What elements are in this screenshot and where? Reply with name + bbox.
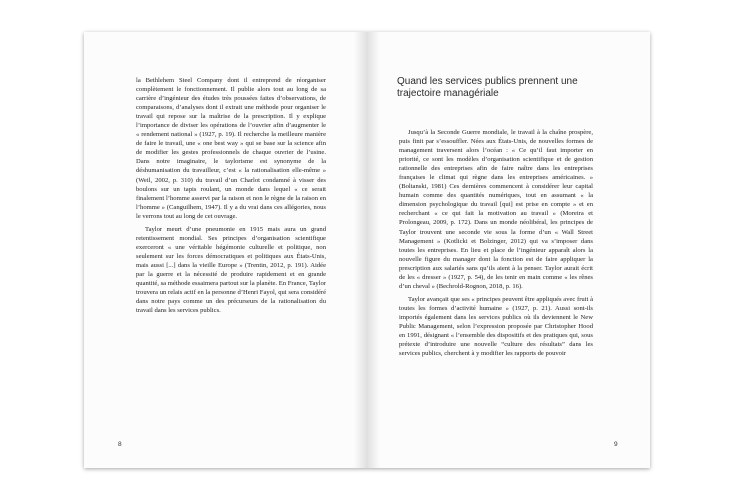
- book-spread: [84, 32, 650, 468]
- paragraph: Jusqu’à la Seconde Guerre mondiale, le travail à la chaîne prospère, puis finit par s’essouffler. Nées aux États-Unis, de nouvelles formes de management traversent alors l’océan : « Ce qu’il faut importer en priorité, ce sont les modèles d’organisation scientifique et de gestion rationnelle des entreprises afin de faire naître dans les entreprises françaises le climat qui règne dans les entreprises américaines. » (Boltanski, 1981) Ces dernières commencent à considérer leur capital humain comme des quantités numériques, tout en assumant « la dimension psychologique du travail [qui] est prise en compte » et en recherchant « ce qui fait la motivation au travail » (Moreira et Prolongeau, 2009, p. 172). Dans un monde néolibéral, les principes de Taylor trouvent une seconde vie sous la forme d’un « Wall Street Management » (Kotlicki et Bolzinger, 2012) qui va s’imposer dans toutes les entreprises. En lieu et place de l’ingénieur apparaît alors la nouvelle figure du manager dont la fonction est de faire appliquer la prescription aux salariés sans qu’ils aient à la penser. Taylor aurait écrit de les « dresser » (1927, p. 54), de les tenir en main comme « les rênes d’un cheval » (Bechrold-Rognon, 2018, p. 16).: [399, 129, 593, 290]
- right-page-body: [399, 128, 593, 358]
- page-number: 8: [118, 441, 122, 448]
- page-number: 9: [614, 441, 618, 448]
- right-page: [367, 32, 650, 468]
- left-page: [84, 32, 367, 468]
- paragraph: la Bethlehem Steel Company dont il entreprend de réorganiser complètement le fonctionnement. Il publie alors tout au long de sa carrière d’ingénieur des études très poussées faites d’observations, de comparaisons, d’analyses dont il extrait une méthode pour organiser le travail qui repose sur la maîtrise de la prescription. Il y explique l’importance de diviser les opérations de l’ouvrier afin d’augmenter le « rendement national » (1927, p. 19). Il recherche la meilleure manière de faire le travail, une « one best way » qui se base sur la science afin de modifier les gestes professionnels de chaque ouvrier de l’usine. Dans notre imaginaire, le taylorisme est synonyme de la déshumanisation du travailleur, c’est « la rationalisation elle-même » (Weil, 2002, p. 310) du travail d’un Charlot condamné à visser des boulons sur un tapis roulant, un monde dans lequel « ce serait finalement l’homme asservi par la raison et non le règne de la raison en l’homme » (Canguilhem, 1947). Il y a du vrai dans ces allégories, nous le verrons tout au long de cet ouvrage.: [136, 77, 326, 220]
- section-heading: Quand les services publics prennent une trajectoire managériale: [397, 76, 578, 99]
- paragraph: Taylor avançait que ses « principes peuvent être appliqués avec fruit à toutes les formes d’activité humaine » (1927, p. 21). Aussi sont-ils importés également dans les services publics où ils deviennent le New Public Management, selon l’expression proposée par Christopher Hood en 1991, désignant « l’ensemble des dispositifs et des pratiques qui, sous prétexte d’introduire une nouvelle “culture des résultats” dans les services publics, cherchent à y modifier les rapports de pouvoir: [399, 295, 593, 358]
- paragraph: Taylor meurt d’une pneumonie en 1915 mais aura un grand retentissement mondial. Ses principes d’organisation scientifique exerceront « une véritable hégémonie culturelle et politique, non seulement sur les forces démocratiques et politiques aux États-Unis, mais aussi [...] dans la vieille Europe » (Trentin, 2012, p. 191). Aidée par la guerre et la nécessité de produire rapidement et en grande quantité, sa méthode essaimera partout sur la planète. En France, Taylor trouvera un relais actif en la personne d’Henri Fayol, qui sera considéré dans notre pays comme un des précurseurs de la rationalisation du travail dans les services publics.: [136, 225, 326, 315]
- left-page-body: [136, 76, 326, 315]
